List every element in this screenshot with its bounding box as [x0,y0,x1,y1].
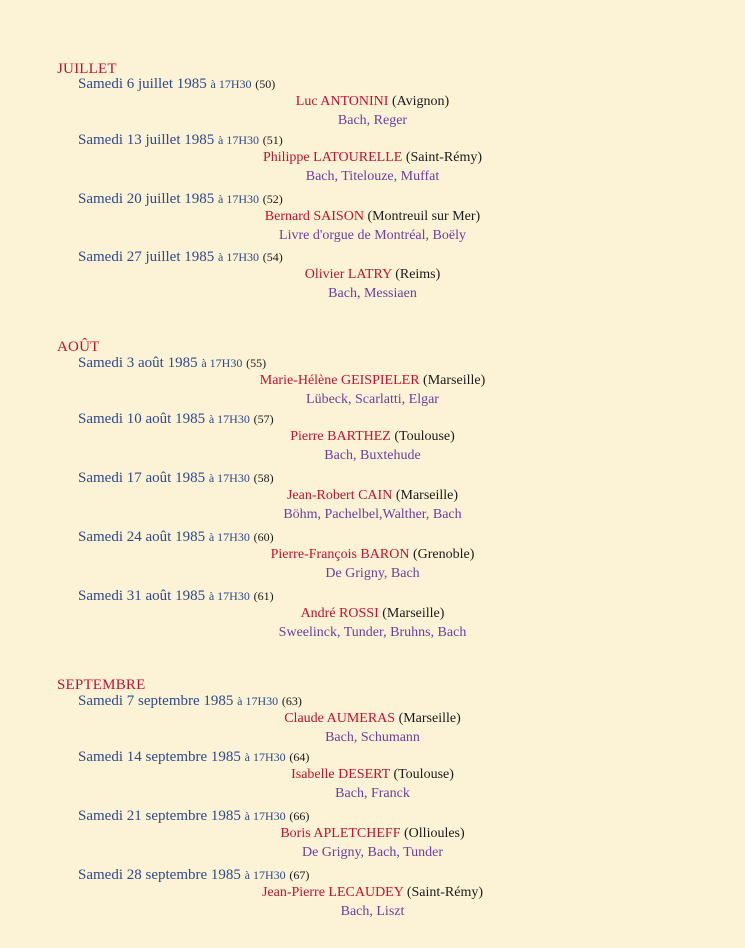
program: Bach, Buxtehude [324,448,421,463]
concert-time: à 17H30 [208,412,250,426]
concert-date-line [78,469,274,487]
performer-city: (Ollioules) [404,826,465,841]
concert-date-line [78,807,309,825]
concert-time: à 17H30 [201,356,243,370]
performer-line [0,546,745,564]
performer-line [0,825,745,843]
performer-name: Pierre BARTHEZ [290,429,391,444]
concert-number: (58) [253,471,274,485]
performer-line [0,428,745,446]
performer-line [0,93,745,111]
concert-date-line [78,190,283,208]
concert-time: à 17H30 [208,589,250,603]
concert-time: à 17H30 [218,192,259,206]
performer-line [0,372,745,390]
performer-line [0,487,745,505]
concert-date: Samedi 27 juillet 1985 [78,249,215,265]
concert-number: (60) [253,530,274,544]
concert-date: Samedi 17 août 1985 [78,470,206,486]
concert-time: à 17H30 [218,133,259,147]
performer-name: Claude AUMERAS [284,711,396,726]
performer-line [0,766,745,784]
concert-date-line [78,587,274,605]
concert-date: Samedi 3 août 1985 [78,355,198,371]
performer-city: (Marseille) [395,488,459,503]
program: Livre d'orgue de Montréal, Boëly [279,228,466,243]
performer-line [0,710,745,728]
concert-number: (64) [289,750,310,764]
concert-time: à 17H30 [208,471,250,485]
concert-time: à 17H30 [244,809,286,823]
performer-name: Jean-Robert CAIN [286,488,393,503]
concert-time: à 17H30 [244,750,286,764]
program: De Grigny, Bach, Tunder [301,845,444,860]
concert-date-line [78,528,274,546]
month-heading: SEPTEMBRE [57,677,146,693]
concert-time: à 17H30 [210,77,252,91]
concert-date: Samedi 10 août 1985 [78,411,206,427]
concert-date: Samedi 6 juillet 1985 [78,76,207,92]
concert-date: Samedi 13 juillet 1985 [78,132,215,148]
concert-date: Samedi 24 août 1985 [78,529,206,545]
performer-city: (Marseille) [382,606,445,621]
concert-date: Samedi 31 août 1985 [78,588,206,604]
performer-name: Jean-Pierre LECAUDEY [261,885,404,900]
concert-date-line [78,248,283,266]
concert-number: (61) [253,589,274,603]
performer-name: Pierre-François BARON [270,547,410,562]
performer-city: (Saint-Rémy) [405,150,483,165]
performer-city: (Montreuil sur Mer) [367,209,481,224]
concert-time: à 17H30 [237,694,279,708]
performer-city: (Toulouse) [393,767,454,782]
performer-city: (Reims) [395,267,441,282]
concert-date-line [78,748,309,766]
performer-line [0,605,745,623]
performer-line [0,149,745,167]
performer-city: (Toulouse) [394,429,455,444]
concert-date-line [78,75,275,93]
concert-number: (52) [262,192,283,206]
concert-date-line [78,354,266,372]
performer-line [0,266,745,284]
program: Bach, Reger [337,113,408,128]
program: Böhm, Pachelbel,Walther, Bach [283,507,462,522]
performer-name: Olivier LATRY [304,267,392,282]
concert-number: (57) [253,412,274,426]
concert-date-line [78,410,274,428]
concert-date: Samedi 14 septembre 1985 [78,749,241,765]
performer-city: (Saint-Rémy) [406,885,484,900]
performer-name: Bernard SAISON [264,209,364,224]
concert-date: Samedi 21 septembre 1985 [78,808,241,824]
performer-name: Isabelle DESERT [291,767,390,782]
concert-number: (63) [281,694,302,708]
program: Bach, Schumann [325,730,420,745]
concert-number: (50) [255,77,276,91]
concert-date-line [78,131,283,149]
concert-number: (67) [289,868,310,882]
concert-number: (54) [262,250,283,264]
month-heading: JUILLET [57,61,117,77]
month-heading: AOÛT [57,339,100,355]
program: Bach, Liszt [340,904,405,919]
program: Sweelinck, Tunder, Bruhns, Bach [278,625,467,640]
program: De Grigny, Bach [325,566,420,581]
concert-date: Samedi 7 septembre 1985 [78,693,234,709]
performer-name: Marie-Hélène GEISPIELER [259,373,420,388]
concert-time: à 17H30 [218,250,259,264]
concert-date: Samedi 28 septembre 1985 [78,867,241,883]
performer-name: Philippe LATOURELLE [262,150,403,165]
program: Bach, Franck [335,786,410,801]
performer-city: (Avignon) [391,94,450,109]
performer-name: Luc ANTONINI [295,94,389,109]
program: Bach, Messiaen [328,286,417,301]
performer-name: Boris APLETCHEFF [280,826,401,841]
concert-date-line [78,866,309,884]
program: Lübeck, Scarlatti, Elgar [306,392,439,407]
program: Bach, Titelouze, Muffat [305,169,440,184]
concert-number: (55) [246,356,267,370]
performer-line [0,208,745,226]
performer-name: André ROSSI [300,606,379,621]
concert-date-line [78,692,302,710]
concert-time: à 17H30 [208,530,250,544]
concert-number: (66) [289,809,310,823]
performer-city: (Grenoble) [412,547,475,562]
concert-time: à 17H30 [244,868,286,882]
concert-date: Samedi 20 juillet 1985 [78,191,215,207]
performer-city: (Marseille) [423,373,486,388]
concert-number: (51) [262,133,283,147]
performer-city: (Marseille) [398,711,461,726]
performer-line [0,884,745,902]
